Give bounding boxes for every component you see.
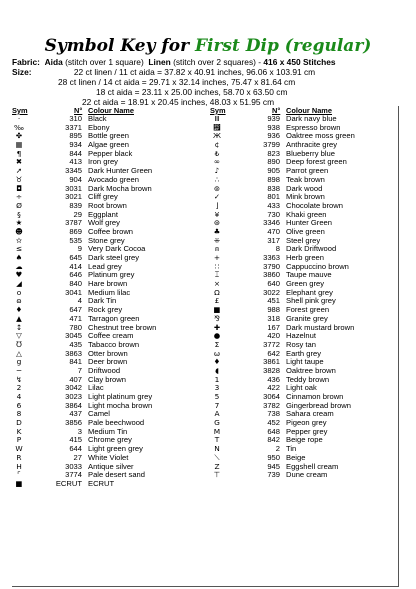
- symbol-glyph: +: [213, 253, 221, 262]
- symbol-glyph: 7: [214, 400, 220, 410]
- symbol-glyph: ¶: [16, 148, 22, 158]
- colour-name: Wolf grey: [88, 218, 120, 228]
- size-line-4: 22 ct aida = 18.91 x 20.45 inches, 48.03 x 51.95 cm: [82, 97, 275, 107]
- colour-name: Teak brown: [286, 174, 325, 184]
- symbol-glyph: 2: [16, 383, 22, 393]
- colour-name: Algae green: [88, 140, 129, 150]
- symbol-glyph: ★: [15, 218, 23, 228]
- floss-number: 437: [69, 409, 82, 419]
- colour-name: Very Dark Cocoa: [88, 244, 146, 254]
- colour-name: Stone grey: [88, 235, 125, 245]
- floss-number: 738: [267, 409, 280, 419]
- symbol-glyph: ■: [213, 305, 221, 315]
- symbol-glyph: 5: [214, 392, 220, 401]
- floss-number: 451: [267, 296, 280, 306]
- floss-number: 841: [69, 357, 82, 367]
- symbol-glyph: ♥: [15, 270, 23, 280]
- colour-name: Green grey: [286, 279, 324, 289]
- floss-number: 2: [275, 444, 280, 454]
- floss-number: ECRUT: [55, 478, 82, 488]
- symbol-glyph: £: [214, 296, 220, 306]
- fabric-aida: Aida: [44, 57, 63, 67]
- floss-number: 9: [77, 244, 82, 254]
- symbol-glyph: ‰: [14, 122, 24, 132]
- symbol-glyph: ⅋: [214, 313, 220, 323]
- symbol-glyph: Ω: [214, 287, 220, 297]
- table-row: [210, 471, 398, 480]
- symbol-glyph: ɷ: [16, 296, 22, 306]
- floss-number: 898: [267, 174, 280, 184]
- colour-name: Root brown: [88, 200, 127, 210]
- symbol-glyph: P: [16, 435, 22, 445]
- floss-number: 939: [267, 114, 280, 123]
- colour-name: Earth grey: [286, 348, 322, 358]
- symbol-glyph: ✖: [15, 157, 23, 167]
- floss-number: 167: [267, 322, 280, 332]
- floss-number: 904: [69, 174, 82, 184]
- symbol-glyph: 6: [16, 400, 22, 410]
- floss-number: 988: [267, 305, 280, 315]
- colour-name: Granite grey: [286, 313, 328, 323]
- fabric-dims: 416 x 450 Stitches: [263, 57, 336, 67]
- fabric-label: Fabric:: [12, 57, 40, 67]
- symbol-glyph: ✤: [15, 131, 23, 141]
- symbol-glyph: ≤: [15, 244, 23, 254]
- colour-name: Tin: [286, 444, 297, 454]
- symbol-glyph: ℧: [16, 339, 22, 349]
- floss-number: 29: [73, 209, 82, 219]
- floss-number: 739: [267, 470, 280, 480]
- symbol-glyph: ⊚: [213, 183, 221, 193]
- colour-name: Cliff grey: [88, 192, 118, 202]
- floss-number: 413: [69, 157, 82, 167]
- symbol-glyph: ₺: [214, 148, 220, 158]
- header-num: N°: [74, 106, 83, 115]
- colour-name: Dune cream: [286, 470, 328, 480]
- floss-number: 839: [69, 200, 82, 210]
- symbol-glyph: 3: [214, 383, 220, 393]
- symbol-glyph: ·: [17, 114, 21, 123]
- floss-number: 3033: [65, 461, 82, 471]
- colour-name: Lead grey: [88, 261, 122, 271]
- floss-number: 4: [77, 296, 82, 306]
- colour-name: Pale desert sand: [88, 470, 145, 480]
- symbol-glyph: ♣: [213, 226, 221, 236]
- colour-name: Chrome grey: [88, 435, 132, 445]
- colour-name: Shell pink grey: [286, 296, 336, 306]
- floss-number: 433: [267, 200, 280, 210]
- colour-name: Herb green: [286, 253, 324, 262]
- symbol-glyph: Ⅲ: [214, 114, 220, 123]
- colour-name: Deep forest green: [286, 157, 347, 167]
- floss-number: 471: [69, 313, 82, 323]
- symbol-glyph: Σ: [214, 339, 220, 349]
- symbol-glyph: o: [16, 287, 22, 297]
- colour-name: Cinnamon brown: [286, 392, 344, 401]
- size-line-1: [12, 67, 315, 77]
- floss-number: 3064: [263, 392, 280, 401]
- symbol-glyph: ∷: [214, 261, 220, 271]
- colour-name: Anthracite grey: [286, 140, 338, 150]
- floss-number: 838: [267, 183, 280, 193]
- symbol-glyph: T: [214, 435, 220, 445]
- floss-number: 3772: [263, 339, 280, 349]
- colour-name: Rosy tan: [286, 339, 316, 349]
- colour-name: Dark mustard brown: [286, 322, 355, 332]
- floss-number: 3863: [65, 348, 82, 358]
- symbol-glyph: ▽: [16, 331, 22, 341]
- symbol-glyph: ◢: [16, 279, 22, 289]
- size-value-1: 22 ct linen / 11 ct aida = 37.82 x 40.91 inches, 96.06 x 103.91 cm: [73, 67, 316, 77]
- symbol-glyph: 1: [214, 374, 220, 384]
- floss-number: 3345: [65, 166, 82, 176]
- colour-name: Espresso brown: [286, 122, 341, 132]
- symbol-glyph: M: [213, 426, 221, 436]
- colour-name: Beige rope: [286, 435, 323, 445]
- symbol-glyph: ⴯: [213, 122, 221, 132]
- symbol-glyph: ◖: [215, 365, 219, 375]
- symbol-glyph: Ж: [213, 131, 221, 141]
- colour-name: Chestnut tree brown: [88, 322, 157, 332]
- floss-number: 945: [267, 461, 280, 471]
- colour-name: Coffee cream: [88, 331, 134, 341]
- floss-number: 3: [77, 426, 82, 436]
- symbol-glyph: 8: [16, 409, 22, 419]
- symbol-glyph: ↯: [15, 374, 23, 384]
- symbol-glyph: ✫: [15, 235, 23, 245]
- colour-name: Light green grey: [88, 444, 143, 454]
- colour-name: Dark steel grey: [88, 253, 140, 262]
- colour-name: Blueberry blue: [286, 148, 335, 158]
- colour-name: Eggshell cream: [286, 461, 339, 471]
- symbol-glyph: ×: [213, 279, 221, 289]
- colour-name: Platinum grey: [88, 270, 135, 280]
- colour-name: Chocolate brown: [286, 200, 343, 210]
- floss-number: 934: [69, 140, 82, 150]
- floss-number: 470: [267, 226, 280, 236]
- fabric-linen: Linen: [148, 57, 171, 67]
- floss-number: 844: [69, 148, 82, 158]
- symbol-glyph: ●: [213, 331, 221, 341]
- symbol-glyph: ÷: [15, 192, 23, 202]
- symbol-glyph: ☁: [15, 261, 23, 271]
- symbol-glyph: ⌜: [17, 470, 21, 480]
- floss-number: 3363: [263, 253, 280, 262]
- floss-number: 645: [69, 253, 82, 262]
- symbol-glyph: R: [16, 452, 22, 462]
- header-sym: Sym: [12, 106, 28, 115]
- floss-number: 801: [267, 192, 280, 202]
- table-row: [210, 436, 398, 445]
- colour-name: Parrot green: [286, 166, 329, 176]
- colour-name: Coffee brown: [88, 226, 134, 236]
- symbol-glyph: §: [17, 209, 21, 219]
- floss-number: 3021: [65, 192, 82, 202]
- header-num: N°: [272, 106, 281, 115]
- colour-name: Otter brown: [88, 348, 128, 358]
- symbol-glyph: ⟍: [214, 452, 220, 462]
- symbol-glyph: ¢: [214, 140, 220, 150]
- symbol-glyph: △: [16, 348, 22, 358]
- colour-name: Ebony: [88, 122, 110, 132]
- colour-name: Camel: [88, 409, 110, 419]
- floss-number: 3045: [65, 331, 82, 341]
- colour-name: Light mocha brown: [88, 400, 153, 410]
- colour-name: Dark Driftwood: [286, 244, 337, 254]
- floss-number: 3774: [65, 470, 82, 480]
- colour-name: Forest green: [286, 305, 330, 315]
- colour-name: Oaktree brown: [286, 365, 336, 375]
- floss-number: 3787: [65, 218, 82, 228]
- floss-number: 27: [73, 452, 82, 462]
- floss-number: 435: [69, 339, 82, 349]
- title-pattern-name: First Dip (regular): [194, 36, 372, 56]
- floss-number: 938: [267, 122, 280, 132]
- symbol-glyph: ¥: [214, 209, 220, 219]
- floss-number: 3799: [263, 140, 280, 150]
- floss-number: 642: [267, 348, 280, 358]
- floss-number: 3861: [263, 357, 280, 367]
- colour-name: Pepper grey: [286, 426, 328, 436]
- header-name: Colour Name: [286, 106, 332, 115]
- size-label: Size:: [12, 67, 32, 77]
- floss-number: 646: [69, 270, 82, 280]
- floss-number: 310: [69, 114, 82, 123]
- symbol-glyph: 4: [16, 392, 22, 401]
- colour-name: Mink brown: [286, 192, 325, 202]
- floss-number: 640: [267, 279, 280, 289]
- floss-number: 7: [77, 365, 82, 375]
- floss-number: 936: [267, 131, 280, 141]
- colour-name: Light platinum grey: [88, 392, 153, 401]
- colour-name: Sahara cream: [286, 409, 334, 419]
- colour-name: Dark wood: [286, 183, 323, 193]
- floss-number: 890: [267, 157, 280, 167]
- colour-name: Teddy brown: [286, 374, 330, 384]
- symbol-glyph: ■: [15, 478, 23, 488]
- symbol-glyph: ▲: [16, 313, 22, 323]
- floss-number: 420: [267, 331, 280, 341]
- colour-name: Bottle green: [88, 131, 129, 141]
- symbol-glyph: ▦: [15, 140, 23, 150]
- title-prefix: Symbol Key for: [44, 36, 190, 56]
- floss-number: 3031: [65, 183, 82, 193]
- colour-name: Black: [88, 114, 107, 123]
- colour-name: Deer brown: [88, 357, 128, 367]
- floss-number: 3042: [65, 383, 82, 393]
- symbol-glyph: Z: [214, 461, 220, 471]
- colour-name: Hare brown: [88, 279, 128, 289]
- colour-name: Antique silver: [88, 461, 134, 471]
- symbol-glyph: A: [214, 409, 220, 419]
- symbol-glyph: ♦: [15, 305, 23, 315]
- colour-name: White Violet: [88, 452, 129, 462]
- floss-number: 317: [267, 235, 280, 245]
- floss-number: 414: [69, 261, 82, 271]
- colour-name: Oaktree moss green: [286, 131, 355, 141]
- size-line-2: 28 ct linen / 14 ct aida = 29.71 x 32.14 inches, 75.47 x 81.64 cm: [58, 77, 296, 87]
- colour-name: Dark Hunter Green: [88, 166, 153, 176]
- colour-name: Avocado green: [88, 174, 139, 184]
- symbol-glyph: ♪: [214, 166, 220, 176]
- floss-number: 3022: [263, 287, 280, 297]
- symbol-glyph: K: [16, 426, 22, 436]
- header-sym: Sym: [210, 106, 226, 115]
- symbol-glyph: ⊛: [213, 218, 221, 228]
- fabric-aida-note: (stitch over 1 square): [65, 57, 144, 67]
- floss-number: 3790: [263, 261, 280, 271]
- symbol-glyph: ◘: [16, 183, 22, 193]
- floss-number: 730: [267, 209, 280, 219]
- symbol-glyph: ⌶: [214, 270, 220, 280]
- floss-number: 3864: [65, 400, 82, 410]
- symbol-glyph: ✓: [213, 192, 221, 202]
- colour-name: Hazelnut: [286, 331, 316, 341]
- symbol-glyph: ∞: [213, 157, 221, 167]
- floss-number: 318: [267, 313, 280, 323]
- floss-number: 422: [267, 383, 280, 393]
- symbol-glyph: ⍝: [214, 244, 220, 254]
- colour-name: Pale beechwood: [88, 418, 145, 428]
- colour-name: Dark Mocha brown: [88, 183, 152, 193]
- symbol-glyph: ⊤: [213, 470, 221, 480]
- symbol-glyph: ✚: [213, 322, 221, 332]
- page-title: [0, 36, 416, 56]
- colour-name: Light taupe: [286, 357, 324, 367]
- colour-name: Dark navy blue: [286, 114, 337, 123]
- symbol-glyph: −: [15, 365, 23, 375]
- floss-number: 3023: [65, 392, 82, 401]
- floss-number: 647: [69, 305, 82, 315]
- symbol-glyph: ♉: [15, 174, 23, 184]
- floss-number: 869: [69, 226, 82, 236]
- colour-name: Tarragon green: [88, 313, 140, 323]
- floss-number: 436: [267, 374, 280, 384]
- symbol-glyph: ♦: [213, 357, 221, 367]
- floss-number: 840: [69, 279, 82, 289]
- colour-name: Gingerbread brown: [286, 400, 352, 410]
- colour-name: Hunter Green: [286, 218, 333, 228]
- floss-number: 895: [69, 131, 82, 141]
- floss-number: 452: [267, 418, 280, 428]
- symbol-glyph: ω: [213, 348, 221, 358]
- floss-number: 3856: [65, 418, 82, 428]
- left-rows: [12, 115, 202, 489]
- floss-number: 842: [267, 435, 280, 445]
- colour-name: Pigeon grey: [286, 418, 327, 428]
- symbol-glyph: ☻: [15, 226, 23, 236]
- floss-number: 8: [275, 244, 280, 254]
- colour-name: Beige: [286, 452, 306, 462]
- colour-name: Medium lilac: [88, 287, 131, 297]
- table-row: [12, 480, 202, 489]
- floss-number: 407: [69, 374, 82, 384]
- floss-number: 644: [69, 444, 82, 454]
- floss-number: 415: [69, 435, 82, 445]
- table-row: [12, 376, 202, 385]
- floss-number: 780: [69, 322, 82, 332]
- colour-name: ECRUT: [88, 478, 115, 488]
- floss-number: 3860: [263, 270, 280, 280]
- colour-name: Steel grey: [286, 235, 321, 245]
- symbol-glyph: Ø: [16, 200, 22, 210]
- symbol-glyph: ⌋: [215, 200, 219, 210]
- floss-number: 3782: [263, 400, 280, 410]
- colour-name: Cappuccino brown: [286, 261, 349, 271]
- header-name: Colour Name: [88, 106, 134, 115]
- colour-name: Clay brown: [88, 374, 126, 384]
- colour-name: Rock grey: [88, 305, 123, 315]
- colour-name: Driftwood: [88, 365, 121, 375]
- symbol-glyph: ♠: [15, 253, 23, 262]
- floss-number: 3371: [65, 122, 82, 132]
- floss-number: 3828: [263, 365, 280, 375]
- fabric-linen-note: (stitch over 2 squares): [173, 57, 256, 67]
- symbol-glyph: W: [15, 444, 23, 454]
- colour-name: Olive green: [286, 226, 325, 236]
- colour-name: Eggplant: [88, 209, 118, 219]
- size-line-3: 18 ct aida = 23.11 x 25.00 inches, 58.70 x 63.50 cm: [96, 87, 288, 97]
- symbol-glyph: G: [214, 418, 220, 428]
- floss-number: 535: [69, 235, 82, 245]
- symbol-glyph: D: [16, 418, 22, 428]
- colour-name: Elephant grey: [286, 287, 333, 297]
- symbol-glyph: ➚: [15, 166, 23, 176]
- symbol-key-table: [12, 106, 399, 587]
- colour-name: Tabacco brown: [88, 339, 140, 349]
- colour-name: Taupe mauve: [286, 270, 332, 280]
- symbol-glyph: H: [16, 461, 22, 471]
- floss-number: 3041: [65, 287, 82, 297]
- floss-number: 648: [267, 426, 280, 436]
- floss-number: 950: [267, 452, 280, 462]
- floss-number: 905: [267, 166, 280, 176]
- floss-number: 823: [267, 148, 280, 158]
- colour-name: Iron grey: [88, 157, 118, 167]
- colour-name: Medium Tin: [88, 426, 128, 436]
- colour-name: Khaki green: [286, 209, 327, 219]
- colour-name: Lilac: [88, 383, 104, 393]
- fabric-line: Fabric: Aida (stitch over 1 square) Linen (stitch over 2 squares) - 416 x 450 Stitches: [12, 57, 336, 67]
- colour-name: Pepper black: [88, 148, 133, 158]
- symbol-glyph: N: [214, 444, 220, 454]
- floss-number: 3346: [263, 218, 280, 228]
- colour-name: Dark Tin: [88, 296, 117, 306]
- symbol-glyph: g: [16, 357, 22, 367]
- symbol-glyph: ∴: [214, 174, 220, 184]
- colour-name: Light oak: [286, 383, 317, 393]
- right-rows: [210, 115, 398, 480]
- symbol-glyph: ↕: [15, 322, 23, 332]
- symbol-glyph: ⁜: [213, 235, 221, 245]
